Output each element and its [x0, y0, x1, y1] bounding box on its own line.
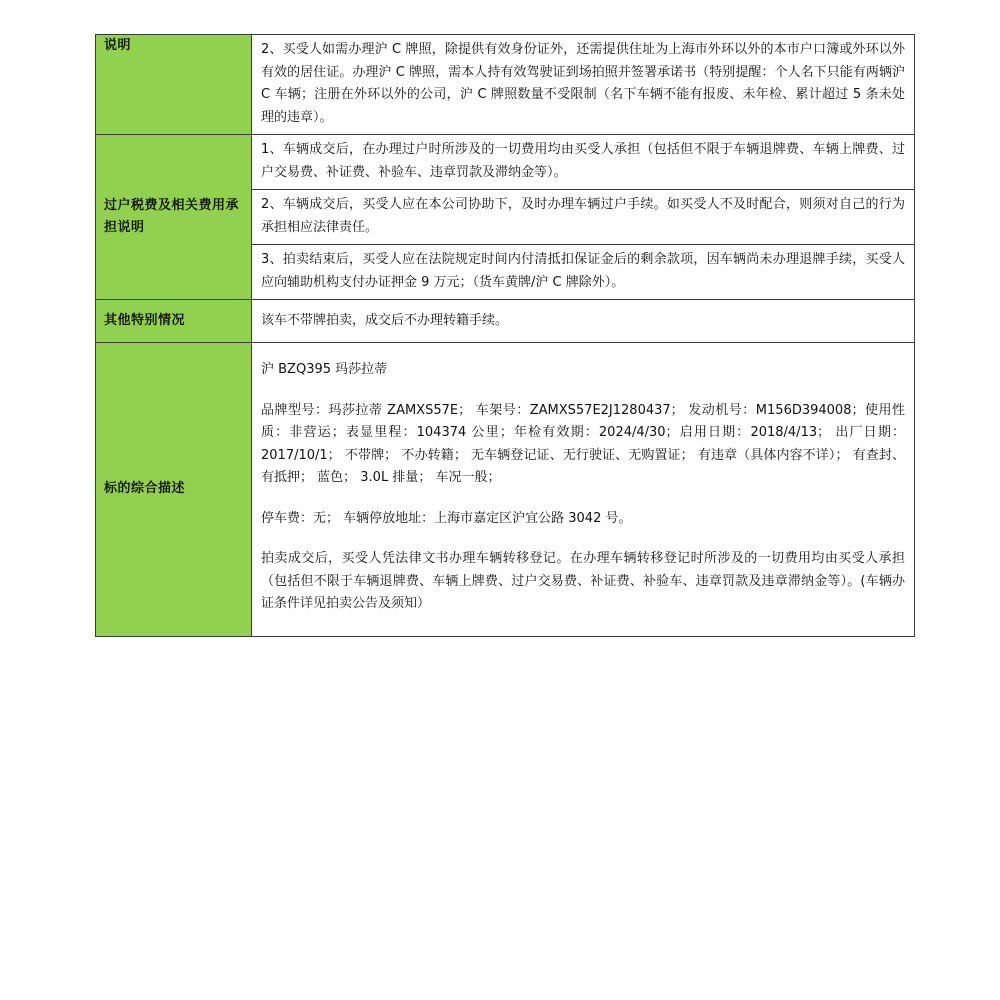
label-notes: 说明	[96, 35, 252, 135]
row-notes	[96, 35, 915, 135]
fees-item-3	[252, 245, 915, 300]
fees-item-text: 3、拍卖结束后，买受人应在法院规定时间内付清抵扣保证金后的剩余款项，因车辆尚未办理退牌手续，买受人应向辅助机构支付办证押金 9 万元；（货车黄牌/沪 C 牌除外）。	[261, 252, 905, 290]
fees-item-1	[252, 135, 915, 190]
row-special	[96, 300, 915, 343]
transfer-terms: 拍卖成交后，买受人凭法律文书办理车辆转移登记。在办理车辆转移登记时所涉及的一切费用均由买受人承担（包括但不限于车辆退牌费、车辆上牌费、过户交易费、补证费、补验车、违章罚款及违章滞纳金等）。(车辆办证条件详见拍卖公告及须知）	[261, 551, 905, 611]
notes-text	[252, 35, 915, 135]
auction-info-table	[95, 34, 915, 637]
fees-item-text: 2、车辆成交后，买受人应在本公司协助下，及时办理车辆过户手续。如买受人不及时配合，则须对自己的行为承担相应法律责任。	[261, 197, 905, 235]
special-paragraph: 该车不带牌拍卖，成交后不办理转籍手续。	[261, 312, 509, 328]
notes-paragraph: 2、买受人如需办理沪 C 牌照，除提供有效身份证外，还需提供住址为上海市外环以外的本市户口簿或外环以外有效的居住证。办理沪 C 牌照，需本人持有效驾驶证到场拍照并签署承诺书（特别提醒：个人名下只能有两辆沪 C 车辆；注册在外环以外的公司，沪 C 牌照数量不受限制（名下车辆不能有报废、未年检、累计超过 5 条未处理的违章）。	[261, 42, 905, 125]
special-text	[252, 300, 915, 343]
fees-item-2	[252, 190, 915, 245]
row-description	[96, 343, 915, 637]
row-fees-1	[96, 135, 915, 190]
vehicle-details: 品牌型号：玛莎拉蒂 ZAMXS57E； 车架号：ZAMXS57E2J1280437； 发动机号：M156D394008；使用性质：非营运；表显里程：104374 公里；年检有效期：2024/4/30；启用日期：2018/4/13； 出厂日期：2017/10/1； 不带牌； 不办转籍； 无车辆登记证、无行驶证、无购置证； 有违章（具体内容不详）； 有查封、有抵押； 蓝色； 3.0L 排量； 车况一般；	[261, 402, 905, 485]
description-cell	[252, 343, 915, 637]
vehicle-title: 沪 BZQ395 玛莎拉蒂	[261, 362, 388, 377]
parking-info: 停车费：无； 车辆停放地址：上海市嘉定区沪宜公路 3042 号。	[261, 510, 632, 526]
label-fees: 过户税费及相关费用承担说明	[96, 135, 252, 300]
label-special: 其他特别情况	[96, 300, 252, 343]
label-description: 标的综合描述	[96, 343, 252, 637]
fees-item-text: 1、车辆成交后，在办理过户时所涉及的一切费用均由买受人承担（包括但不限于车辆退牌费、车辆上牌费、过户交易费、补证费、补验车、违章罚款及滞纳金等）。	[261, 142, 905, 180]
